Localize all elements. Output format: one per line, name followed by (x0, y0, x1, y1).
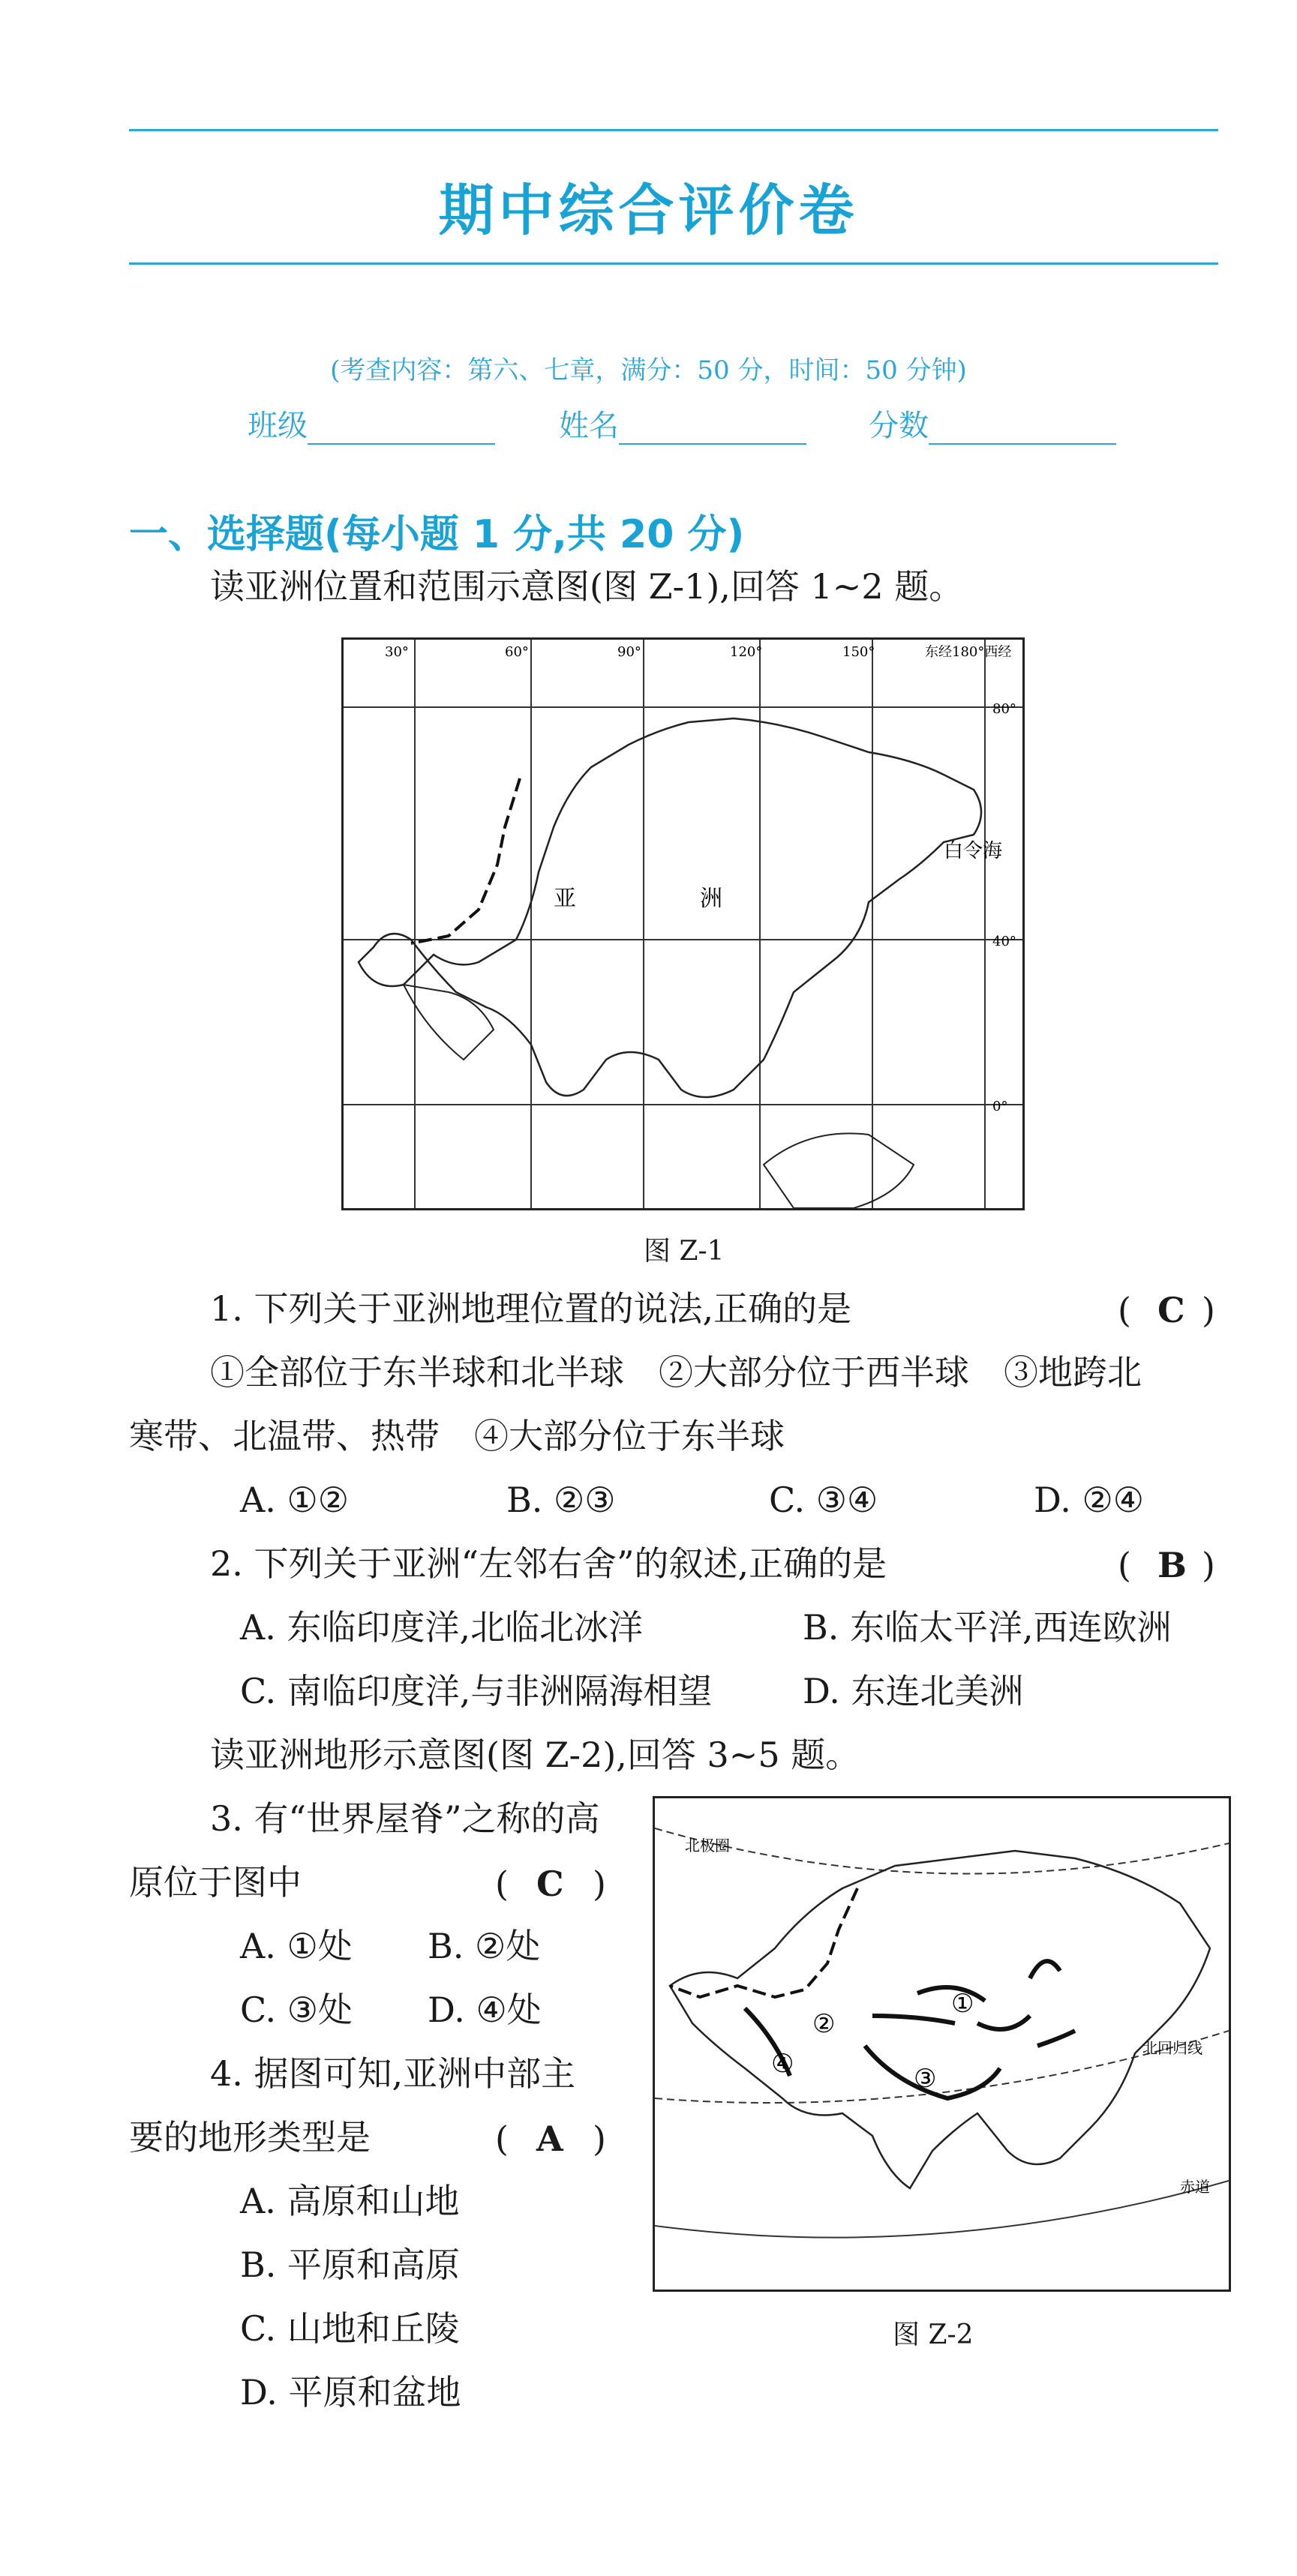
lat-label-0: 0° (992, 1099, 1008, 1114)
top-rule (129, 129, 1218, 131)
intro-text-1: 读亚洲位置和范围示意图(图 Z-1),回答 1~2 题。 (210, 566, 964, 607)
class-label: 班级 (248, 409, 308, 443)
q1-statements-line1: ①全部位于东半球和北半球 ②大部分位于西半球 ③地跨北 (210, 1352, 1142, 1393)
map1-caption: 图 Z-1 (644, 1236, 725, 1267)
arabia-outline (404, 985, 494, 1060)
name-blank[interactable] (619, 413, 806, 445)
q1-paren-open: ( (1118, 1290, 1131, 1330)
q1-stem: 1. 下列关于亚洲地理位置的说法,正确的是 (210, 1288, 852, 1329)
q2-stem: 2. 下列关于亚洲“左邻右舍”的叙述,正确的是 (210, 1543, 887, 1584)
q4-paren-open: ( (495, 2119, 509, 2159)
q4-option-b[interactable]: B. 平原和高原 (240, 2245, 461, 2285)
q4-paren-close: ) (593, 2119, 606, 2159)
asia-location-map (341, 637, 1025, 1210)
label-arctic-circle: 北极圈 (685, 1837, 730, 1855)
lon-label-120: 120° (730, 644, 763, 660)
label-ya: 亚 (554, 886, 576, 912)
marker-2: ② (812, 2009, 836, 2039)
q2-paren-close: ) (1202, 1545, 1215, 1585)
map1-svg (344, 640, 1022, 1208)
score-blank[interactable] (929, 413, 1116, 445)
q3-paren-close: ) (593, 1864, 606, 1904)
q3-option-a[interactable]: A. ①处 (240, 1926, 353, 1966)
q1-answer: C (1157, 1290, 1185, 1330)
lon-label-180: 东经180°西经 (925, 644, 1012, 660)
boundary-line (411, 778, 520, 943)
label-equator: 赤道 (1180, 2178, 1210, 2196)
map1-grid (344, 640, 1022, 1208)
q3-stem-line1: 3. 有“世界屋脊”之称的高 (210, 1798, 600, 1839)
q2-paren-open: ( (1118, 1545, 1131, 1585)
q2-option-b[interactable]: B. 东临太平洋,西连欧洲 (803, 1607, 1172, 1648)
q1-option-b[interactable]: B. ②③ (506, 1480, 616, 1520)
arctic-circle-line (655, 1828, 1229, 1874)
q3-option-c[interactable]: C. ③处 (240, 1990, 353, 2030)
name-label: 姓名 (559, 409, 619, 443)
q1-option-d[interactable]: D. ②④ (1034, 1480, 1144, 1520)
q4-answer: A (536, 2119, 563, 2159)
q2-answer: B (1157, 1545, 1187, 1585)
score-label: 分数 (869, 409, 929, 443)
equator-line (655, 2181, 1229, 2238)
title-underline (129, 262, 1218, 265)
marker-3: ③ (914, 2064, 937, 2094)
mountain-ridges (745, 1961, 1075, 2098)
intro-text-2: 读亚洲地形示意图(图 Z-2),回答 3~5 题。 (210, 1735, 860, 1775)
lon-label-90: 90° (617, 644, 641, 660)
q4-stem-line1: 4. 据图可知,亚洲中部主 (210, 2053, 576, 2094)
q4-option-d[interactable]: D. 平原和盆地 (240, 2372, 461, 2413)
q4-option-c[interactable]: C. 山地和丘陵 (240, 2308, 460, 2349)
map2-svg (655, 1798, 1229, 2290)
q4-option-a[interactable]: A. 高原和山地 (240, 2181, 460, 2221)
q1-paren-close: ) (1202, 1290, 1215, 1330)
lon-label-60: 60° (505, 644, 529, 660)
marker-4: ④ (771, 2049, 794, 2079)
q2-option-d[interactable]: D. 东连北美洲 (803, 1671, 1024, 1711)
boundary-line-2 (670, 1888, 857, 1997)
page-title: 期中综合评价卷 (438, 178, 859, 243)
australia-outline (764, 1133, 914, 1208)
q1-option-a[interactable]: A. ①② (240, 1480, 349, 1520)
q1-statements-line2: 寒带、北温带、热带 ④大部分位于东半球 (129, 1416, 785, 1456)
q3-answer: C (536, 1864, 564, 1904)
q2-option-a[interactable]: A. 东临印度洋,北临北冰洋 (240, 1607, 644, 1648)
q3-option-b[interactable]: B. ②处 (428, 1926, 541, 1966)
q3-stem-line2: 原位于图中 (129, 1862, 302, 1903)
lon-label-30: 30° (385, 644, 409, 660)
exam-scope: (考查内容：第六、七章，满分：50 分，时间：50 分钟) (330, 355, 967, 385)
lon-label-150: 150° (842, 644, 875, 660)
section-heading: 一、选择题(每小题 1 分,共 20 分) (129, 512, 745, 557)
asia-outline (359, 718, 981, 1097)
asia-terrain-map (653, 1796, 1231, 2292)
marker-1: ① (951, 1989, 974, 2019)
label-tropic: 北回归线 (1142, 2039, 1202, 2057)
lat-label-80: 80° (992, 701, 1016, 717)
score-field (869, 402, 1116, 445)
label-zhou: 洲 (700, 886, 722, 912)
q3-paren-open: ( (495, 1864, 509, 1904)
q1-option-c[interactable]: C. ③④ (769, 1480, 878, 1520)
q3-option-d[interactable]: D. ④处 (428, 1990, 542, 2030)
lat-label-40: 40° (992, 934, 1016, 949)
q4-stem-line2: 要的地形类型是 (129, 2117, 371, 2158)
class-blank[interactable] (308, 413, 495, 445)
label-bering-sea: 白令海 (944, 840, 1003, 862)
class-field (248, 402, 495, 445)
q2-option-c[interactable]: C. 南临印度洋,与非洲隔海相望 (240, 1671, 713, 1711)
map2-caption: 图 Z-2 (893, 2320, 974, 2350)
name-field (559, 402, 806, 445)
